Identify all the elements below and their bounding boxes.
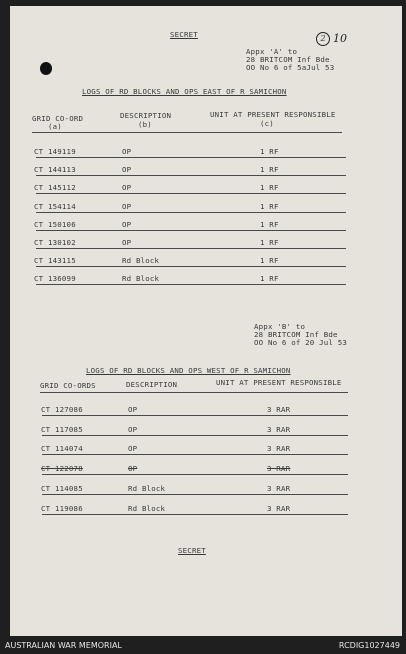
table-a-header-rule <box>32 132 342 133</box>
description-cell: Rd Block <box>122 256 160 266</box>
grid-cell: CT 149119 <box>34 147 76 156</box>
grid-cell: CT 136099 <box>34 274 76 284</box>
unit-cell: 3 RAR <box>267 405 291 414</box>
row-rule <box>36 284 346 285</box>
row-rule <box>36 175 346 176</box>
row-rule <box>36 230 346 231</box>
description-cell: OP <box>122 219 132 229</box>
grid-cell: CT 127086 <box>41 405 83 414</box>
description-cell: Rd Block <box>128 483 166 493</box>
table-b-header-rule <box>40 392 348 393</box>
description-cell: OP <box>122 147 132 156</box>
table-b-col2-header: DESCRIPTION <box>126 380 178 389</box>
appx-a-line2: 28 BRITCOM Inf Bde <box>246 55 330 64</box>
unit-cell: 1 RF <box>260 238 279 247</box>
description-cell: OP <box>122 201 132 211</box>
appx-a-line3: OO No 6 of 5aJul 53 <box>246 63 335 72</box>
archive-footer <box>0 636 406 654</box>
description-cell: OP <box>122 238 132 247</box>
table-a-col2-letter: (b) <box>138 120 152 129</box>
row-rule <box>36 193 346 194</box>
grid-cell: CT 144113 <box>34 165 76 175</box>
description-cell: Rd Block <box>128 503 166 513</box>
unit-cell: 3 RAR <box>267 424 291 434</box>
unit-cell: 3 RAR <box>267 444 291 454</box>
table-a-col1-letter: (a) <box>48 122 62 131</box>
unit-cell: 1 RF <box>260 274 279 284</box>
grid-cell: CT 117085 <box>41 424 83 434</box>
row-rule <box>42 494 348 495</box>
footer-id: RCDIG1027449 <box>338 641 400 650</box>
row-rule <box>42 514 348 515</box>
grid-cell: CT 143115 <box>34 256 76 266</box>
unit-cell: 1 RF <box>260 183 279 193</box>
table-a-col3-header: UNIT AT PRESENT RESPONSIBLE <box>210 110 336 119</box>
grid-cell: CT 130102 <box>34 238 76 247</box>
grid-cell: CT 114085 <box>41 483 83 493</box>
description-cell: OP <box>128 444 138 454</box>
unit-cell: 1 RF <box>260 219 279 229</box>
row-rule <box>36 157 346 158</box>
appx-b-line3: OO No 6 of 20 Jul 53 <box>254 338 347 347</box>
description-cell: OP <box>128 424 138 434</box>
description-cell: Rd Block <box>122 274 160 284</box>
table-a-col1-header: GRID CO-ORD <box>32 114 84 123</box>
table-a-title: LOGS OF RD BLOCKS AND OPS EAST OF R SAMICHON <box>82 87 287 96</box>
table-b-col3-header: UNIT AT PRESENT RESPONSIBLE <box>216 378 342 387</box>
description-cell: OP <box>128 464 138 474</box>
classification-bottom: SECRET <box>178 546 206 555</box>
grid-cell: CT 154114 <box>34 201 76 211</box>
grid-cell: CT 145112 <box>34 183 76 193</box>
table-a-col3-letter: (c) <box>260 119 274 128</box>
document-page <box>10 6 402 636</box>
footer-source: AUSTRALIAN WAR MEMORIAL <box>5 641 122 650</box>
description-cell: OP <box>128 405 138 414</box>
row-rule <box>42 454 348 455</box>
table-a-col2-header: DESCRIPTION <box>120 111 172 120</box>
grid-cell: CT 150106 <box>34 219 76 229</box>
unit-cell: 3 RAR <box>267 503 291 513</box>
grid-cell: CT 119086 <box>41 503 83 513</box>
appx-b-line1: Appx 'B' to <box>254 322 306 331</box>
description-cell: OP <box>122 165 132 175</box>
appx-b-line2: 28 BRITCOM Inf Bde <box>254 330 338 339</box>
appx-a-line1: Appx 'A' to <box>246 47 298 56</box>
unit-cell: 1 RF <box>260 256 279 266</box>
table-b-col1-header: GRID CO-ORDS <box>40 381 96 390</box>
classification-top: SECRET <box>170 30 198 39</box>
unit-cell: 3 RAR <box>267 483 291 493</box>
description-cell: OP <box>122 183 132 193</box>
unit-cell: 3 RAR <box>267 464 291 474</box>
row-rule <box>42 474 348 475</box>
table-b-title: LOGS OF RD BLOCKS AND OPS WEST OF R SAMICHON <box>86 366 291 375</box>
page-mark: 10 <box>333 32 347 45</box>
punch-hole <box>40 62 52 75</box>
page-mark-circled: 2 <box>316 32 330 46</box>
unit-cell: 1 RF <box>260 201 279 211</box>
row-rule <box>42 415 348 416</box>
row-rule <box>36 212 346 213</box>
row-rule <box>36 266 346 267</box>
unit-cell: 1 RF <box>260 147 279 156</box>
grid-cell: CT 114074 <box>41 444 83 454</box>
grid-cell: CT 122078 <box>41 464 83 474</box>
row-rule <box>36 248 346 249</box>
row-rule <box>42 435 348 436</box>
unit-cell: 1 RF <box>260 165 279 175</box>
